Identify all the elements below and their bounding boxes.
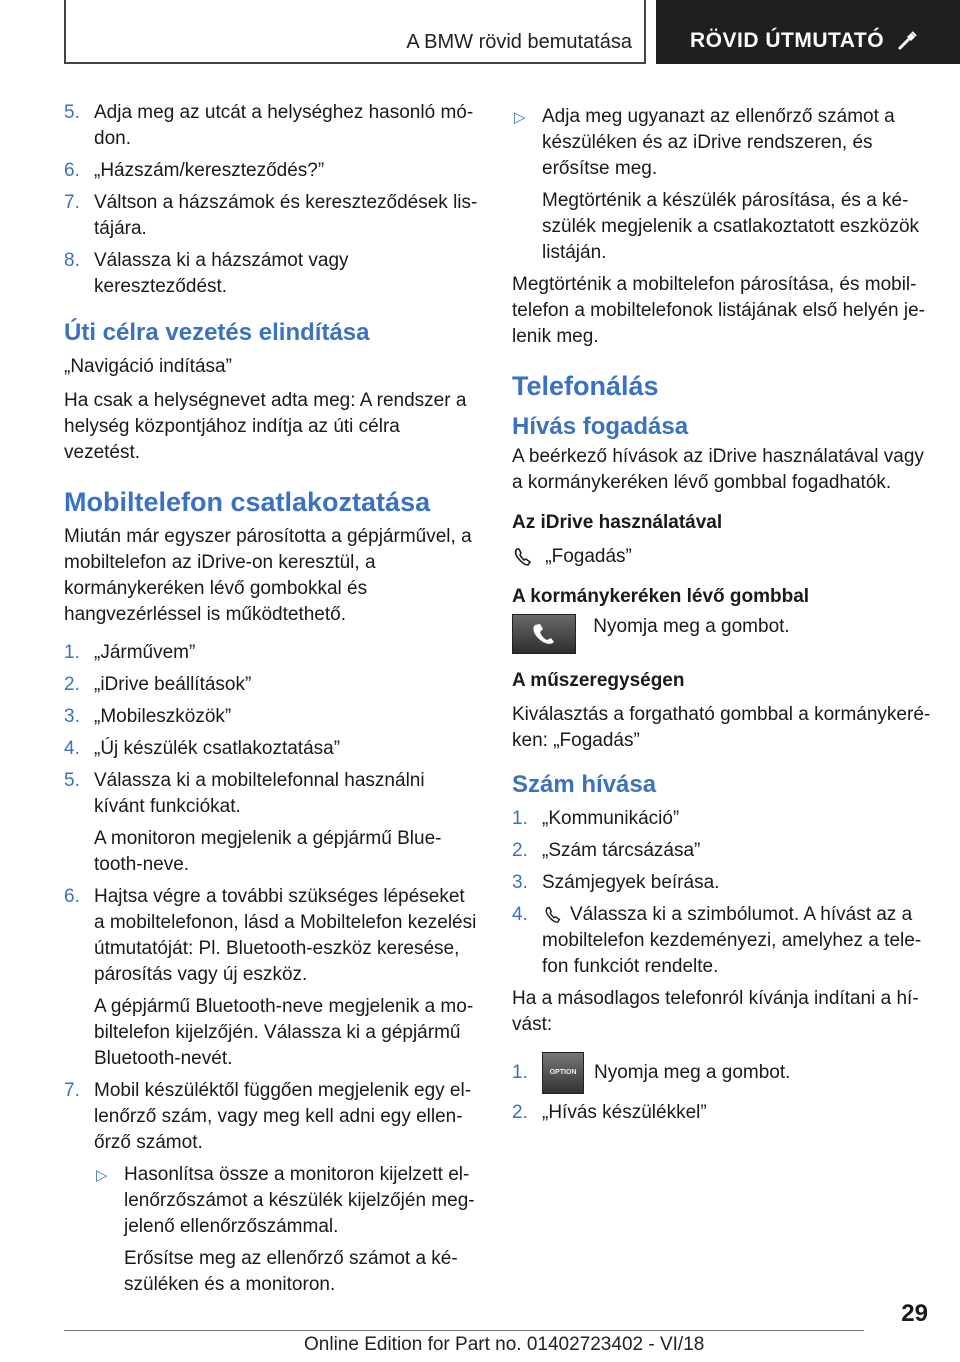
option-button-label: OPTION — [549, 1069, 577, 1076]
triangle-item — [512, 104, 932, 266]
list-number: 3. — [512, 872, 528, 893]
heading-incoming: Hívás fogadása — [512, 413, 689, 440]
list-text: Mobil készüléktől függően megjelenik egy ellenőrző szám, vagy meg kell adni egy ellenőrző számot. — [94, 1080, 472, 1153]
list-number: 4. — [64, 738, 80, 759]
idrive-text: „Fogadás” — [545, 546, 632, 567]
list-text: Számjegyek beírása. — [542, 872, 720, 893]
list-text: „Házszám/kereszteződés?” — [94, 160, 325, 181]
list-number: 2. — [64, 674, 80, 695]
route-paragraph: Ha csak a helységnevet adta meg: A rendszer a helység központjához indítja az úti célra vezetést. — [64, 390, 467, 463]
list-number: 7. — [64, 192, 80, 213]
list-item — [64, 672, 478, 698]
list-text: „Hívás készülékkel” — [542, 1102, 707, 1123]
list-number: 6. — [64, 160, 80, 181]
triangle-item — [94, 1162, 478, 1298]
route-command: „Navigáció indítása” — [64, 356, 232, 377]
steering-phone-button-image — [512, 614, 576, 654]
triangle-bullet-icon: ▷ — [96, 1167, 108, 1184]
triangle-bullet-icon: ▷ — [514, 109, 526, 126]
list-item — [64, 1078, 478, 1298]
phone-icon — [542, 905, 564, 925]
list-number: 5. — [64, 770, 80, 791]
list-text: Adja meg az utcát a helységhez hasonló módon. — [94, 102, 474, 149]
list-item — [64, 640, 478, 666]
list-item — [64, 736, 478, 762]
heading-mobile: Mobiltelefon csatlakoztatása — [64, 487, 431, 517]
triangle-text: Adja meg ugyanazt az ellenőrző számot a készüléken és az iDrive rendszeren, és erősítse meg. — [542, 106, 895, 179]
list-number: 5. — [64, 102, 80, 123]
page-number: 29 — [901, 1300, 928, 1327]
list-number: 1. — [512, 808, 528, 829]
heading-cluster: A műszeregységen — [512, 670, 685, 691]
list-text: Nyomja meg a gombot. — [594, 1062, 791, 1084]
heading-dial: Szám hívása — [512, 771, 657, 798]
phone-handset-icon — [513, 615, 575, 653]
list-text: Hajtsa végre a további szükséges lépéseket a mobiltelefonon, lásd a Mobiltelefon kezelési útmutatóját: Pl. Bluetooth-eszköz keresése, párosítás vagy új eszköz. — [94, 886, 477, 985]
header-frame — [64, 0, 646, 64]
list-text: „iDrive beállítások” — [94, 674, 252, 695]
list-text: „Járművem” — [94, 642, 196, 663]
list-item — [512, 870, 932, 896]
list-item — [64, 100, 478, 152]
section-label: RÖVID ÚTMUTATÓ — [690, 29, 885, 52]
list-subtext: A gépjármű Bluetooth-neve megjelenik a mobiltelefon kijelzőjén. Válassza ki a gépjármű Bluetooth-nevét. — [94, 996, 474, 1069]
list-text: Váltson a házszámok és kereszteződések listájára. — [94, 192, 478, 239]
phone-icon — [512, 546, 534, 568]
wheel-text: Nyomja meg a gombot. — [593, 616, 790, 637]
list-item — [512, 838, 932, 864]
wrench-icon — [896, 28, 920, 52]
list-text: „Kommunikáció” — [542, 808, 680, 829]
heading-phone: Telefonálás — [512, 371, 659, 401]
footer-edition: Online Edition for Part no. 01402723402 - VI/18 — [304, 1334, 705, 1355]
list-text: Válassza ki a házszámot vagy kereszteződést. — [94, 250, 349, 297]
list-number: 8. — [64, 250, 80, 271]
list-item — [512, 1052, 932, 1094]
header-section-tab — [656, 0, 960, 64]
list-number: 3. — [64, 706, 80, 727]
right-column — [512, 104, 932, 1132]
secondary-paragraph: Ha a másodlagos telefonról kívánja indítani a hívást: — [512, 988, 919, 1035]
left-column — [64, 100, 478, 1304]
list-number: 7. — [64, 1080, 80, 1101]
mobile-paragraph: Miután már egyszer párosította a gépjárművel, a mobiltelefon az iDrive-on keresztül, a kormánykeréken lévő gombokkal és hangvezérléssel is működtethető. — [64, 526, 472, 625]
list-item — [512, 1100, 932, 1126]
cluster-paragraph: Kiválasztás a forgatható gombbal a kormánykeréken: „Fogadás” — [512, 704, 931, 751]
list-number: 4. — [512, 904, 528, 925]
list-text: Válassza ki a mobiltelefonnal használni kívánt funkciókat. — [94, 770, 425, 817]
option-button-image — [542, 1052, 584, 1094]
heading-idrive: Az iDrive használatával — [512, 512, 723, 533]
list-number: 2. — [512, 840, 528, 861]
list-item — [64, 248, 478, 300]
list-item — [64, 704, 478, 730]
idrive-line — [512, 544, 932, 570]
header-title: A BMW rövid bemutatása — [406, 31, 632, 53]
list-item — [64, 884, 478, 1072]
heading-route: Úti célra vezetés elindítása — [64, 319, 370, 346]
list-item — [64, 158, 478, 184]
wheel-line — [512, 614, 932, 654]
triangle-subtext: Erősítse meg az ellenőrző számot a készüléken és a monitoron. — [124, 1248, 458, 1295]
list-number: 6. — [64, 886, 80, 907]
list-text: „Szám tárcsázása” — [542, 840, 701, 861]
list-text: „Mobileszközök” — [94, 706, 232, 727]
triangle-text: Hasonlítsa össze a monitoron kijelzett ellenőrzőszámot a készülék kijelzőjén megjelenő ellenőrzőszámmal. — [124, 1164, 475, 1237]
list-number: 2. — [512, 1102, 528, 1123]
pairing-paragraph: Megtörténik a mobiltelefon párosítása, és mobiltelefon a mobiltelefonok listájának első helyén jelenik meg. — [512, 274, 925, 347]
list-item — [512, 902, 932, 980]
triangle-subtext: Megtörténik a készülék párosítása, és a készülék megjelenik a csatlakoztatott eszközök listáján. — [542, 190, 920, 263]
list-item — [64, 190, 478, 242]
list-number: 1. — [64, 642, 80, 663]
footer-divider — [64, 1330, 864, 1331]
list-text: Válassza ki a szimbólumot. A hívást az a mobiltelefon kezdeményezi, amelyhez a telefon funkciót rendelte. — [542, 904, 922, 977]
list-subtext: A monitoron megjelenik a gépjármű Bluetooth-neve. — [94, 828, 442, 875]
list-item — [64, 768, 478, 878]
list-item — [512, 806, 932, 832]
heading-wheel: A kormánykeréken lévő gombbal — [512, 586, 810, 607]
incoming-paragraph: A beérkező hívások az iDrive használatával vagy a kormánykeréken lévő gombbal fogadhatók. — [512, 446, 924, 493]
list-number: 1. — [512, 1062, 528, 1083]
list-text: „Új készülék csatlakoztatása” — [94, 738, 341, 759]
